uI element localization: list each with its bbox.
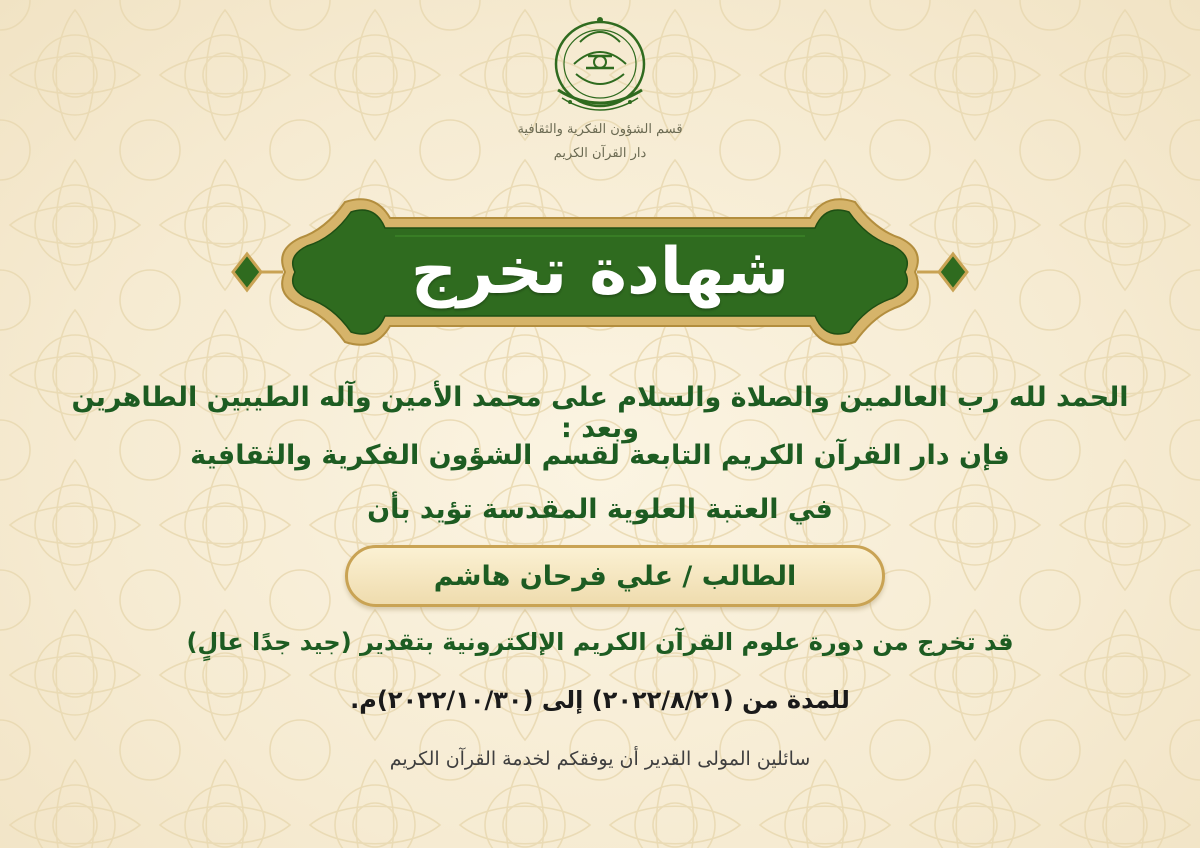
right-diamond-ornament (917, 254, 967, 290)
certificate-title: شهادة تخرج (410, 235, 790, 309)
course-period-line: للمدة من (٢٠٢٢/٨/٢١) إلى (٢٠٢٢/١٠/٣٠)م. (350, 686, 850, 714)
institution-name: دار القرآن الكريم (553, 146, 647, 161)
closing-prayer: سائلين المولى القدير أن يوفقكم لخدمة القرآن الكريم (389, 748, 811, 770)
opening-praise-line: الحمد لله رب العالمين والصلاة والسلام على محمد الأمين وآله الطيبين الطاهرين وبعد : (71, 382, 1129, 444)
confirmation-line: في العتبة العلوية المقدسة تؤيد بأن (367, 494, 833, 525)
left-diamond-ornament (233, 254, 283, 290)
student-name: الطالب / علي فرحان هاشم (433, 560, 797, 592)
department-name: قسم الشؤون الفكرية والثقافية (517, 122, 683, 137)
shrine-logo-seal (540, 12, 660, 124)
issuer-line: فإن دار القرآن الكريم التابعة لقسم الشؤون الفكرية والثقافية (190, 440, 1010, 471)
course-grade-line: قد تخرج من دورة علوم القرآن الكريم الإلكترونية بتقدير (جيد جدًا عالٍ) (186, 628, 1014, 656)
